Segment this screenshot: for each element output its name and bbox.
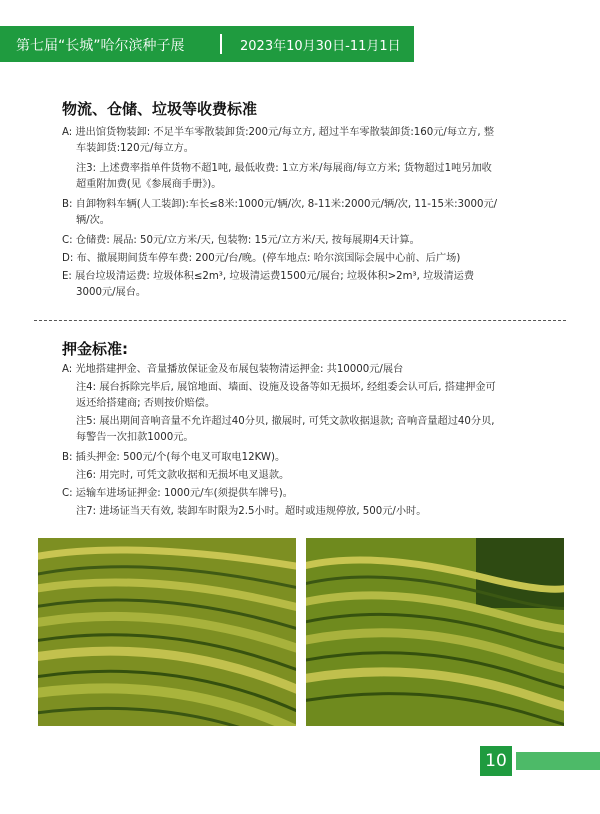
page-number: 10 (480, 746, 512, 776)
header-divider (220, 34, 222, 54)
deposit-note-6: 注6: 用完时, 可凭文款收据和无损坏电叉退款。 (76, 470, 290, 481)
expo-title: 第七届“长城”哈尔滨种子展 (16, 38, 185, 54)
fee-line-e: E: 展台垃圾清运费: 垃圾体积≤2m³, 垃圾清运费1500元/展台; 垃圾体积>2m³, 垃圾清运费 (62, 271, 475, 282)
deposit-note-4-cont: 返还给搭建商; 否则按价赔偿。 (76, 398, 216, 409)
fees-heading: 物流、仓储、垃圾等收费标准 (62, 100, 258, 118)
fee-line-d: D: 布、撤展期间货车停车费: 200元/台/晚。(停车地点: 哈尔滨国际会展中心前、后广场) (62, 253, 461, 264)
deposit-note-5: 注5: 展出期间音响音量不允许超过40分贝, 撤展时, 可凭文款收据退款; 音响音量超过40分贝, (76, 416, 495, 427)
deposit-line-b: B: 插头押金: 500元/个(每个电叉可取电12KW)。 (62, 452, 286, 463)
fee-line-a: A: 进出馆货物装卸: 不足半车零散装卸货:200元/每立方, 超过半车零散装卸货:160元/每立方, 整 (62, 127, 495, 138)
header-banner (0, 26, 414, 62)
expo-date: 2023年10月30日-11月1日 (240, 39, 401, 54)
page-footer-bar (516, 752, 600, 770)
fee-line-b-cont: 辆/次。 (76, 215, 110, 226)
deposit-line-a: A: 光地搭建押金、音量播放保证金及布展包装物清运押金: 共10000元/展台 (62, 364, 404, 375)
deposit-heading: 押金标准: (62, 340, 128, 358)
deposit-line-c: C: 运输车进场证押金: 1000元/车(须提供车牌号)。 (62, 488, 293, 499)
deposit-note-7: 注7: 进场证当天有效, 装卸车时限为2.5小时。超时或违规停放, 500元/小时。 (76, 506, 427, 517)
rice-terrace-photo-left (38, 538, 296, 726)
fee-line-b: B: 自卸物料车辆(人工装卸):车长≤8米:1000元/辆/次, 8-11米:2000元/辆/次, 11-15米:3000元/ (62, 199, 498, 210)
deposit-note-5-cont: 每警告一次扣款1000元。 (76, 432, 194, 443)
fee-note-3: 注3: 上述费率指单件货物不超1吨, 最低收费: 1立方米/每展商/每立方米; 货物超过1吨另加收 (76, 163, 492, 174)
section-separator (34, 320, 566, 321)
fee-line-c: C: 仓储费: 展品: 50元/立方米/天, 包装物: 15元/立方米/天, 按每展期4天计算。 (62, 235, 420, 246)
fee-note-3-cont: 超重附加费(见《参展商手册》)。 (76, 179, 222, 190)
fee-line-e-cont: 3000元/展台。 (76, 287, 147, 298)
deposit-note-4: 注4: 展台拆除完毕后, 展馆地面、墙面、设施及设备等如无损坏, 经组委会认可后, 搭建押金可 (76, 382, 496, 393)
fee-line-a-cont: 车装卸货:120元/每立方。 (76, 143, 194, 154)
rice-terrace-photo-right (306, 538, 564, 726)
